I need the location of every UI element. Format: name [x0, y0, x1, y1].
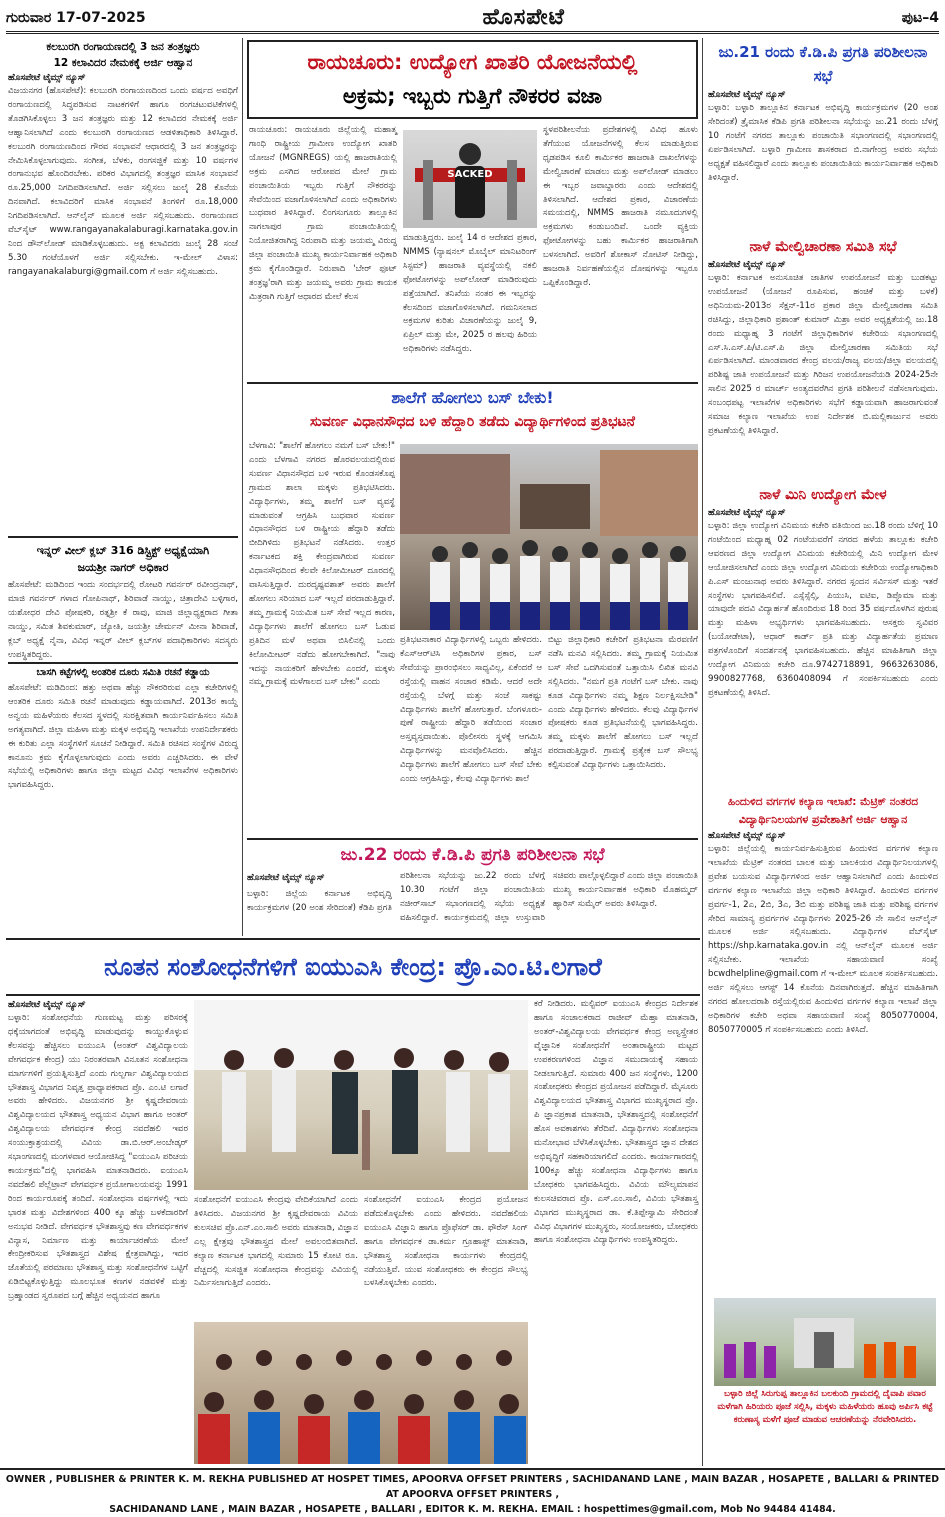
- article-headline: ಸುವರ್ಣ ವಿಧಾನಸೌಧದ ಬಳಿ ಹೆದ್ದಾರಿ ತಡೆದು ವಿದ್ಯಾರ್ಥಿಗಳಿಂದ ಪ್ರತಿಭಟನೆ: [310, 414, 635, 430]
- article-body: ಬಳ್ಳಾರಿ: ಜಿಲ್ಲೆಯಲ್ಲಿ ಕಾರ್ಯನಿರ್ವಹಿಸುತ್ತಿರುವ ಹಿಂದುಳಿದ ವರ್ಗಗಳ ಕಲ್ಯಾಣ ಇಲಾಖೆಯ ಮೆಟ್ರಿಕ್ ನಂತರದ ಬಾಲಕ ಮತ್ತು ಬಾಲಕಿಯರ ವಿದ್ಯಾರ್ಥಿನಿಲಯಗಳಲ್ಲಿ ಪ್ರವೇಶ ಬಯಸುವ ವಿದ್ಯಾರ್ಥಿಗಳಿಂದ ಅರ್ಜಿ ಆಹ್ವಾನಿಸಲಾಗಿದೆ ಎಂದು ಹಿಂದುಳಿದ ವರ್ಗಗಳ ಕಲ್ಯಾಣ ಇಲಾಖೆಯ ಜಿಲ್ಲಾ ಅಧಿಕಾರಿ ತಿಳಿಸಿದ್ದಾರೆ. ಹಿಂದುಳಿದ ವರ್ಗಗಳ ಪ್ರವರ್ಗ-1, 2ಎ, 2ಬಿ, 3ಎ, 3ಬಿ ಮತ್ತು ಪರಿಶಿಷ್ಟ ಜಾತಿ ಮತ್ತು ಪರಿಶಿಷ್ಟ ವರ್ಗಗಳ ಸೇರಿದ ಸಾಮಾನ್ಯ ಪ್ರವರ್ಗಗಳ ವಿದ್ಯಾರ್ಥಿಗಳು 2025-26 ನೇ ಸಾಲಿನ ಆನ್‌ಲೈನ್ ಮೂಲಕ ಅರ್ಜಿ ಸಲ್ಲಿಸಬಹುದು. ವಿದ್ಯಾರ್ಥಿಗಳ ವೆಬ್‌ಸೈಟ್ https://shp.karnataka.gov.in ನಲ್ಲಿ ಆನ್‌ಲೈನ್ ಮೂಲಕ ಅರ್ಜಿ ಸಲ್ಲಿಸಬೇಕು. ಇಲಾಖೆಯ ಸಹಾಯವಾಣಿ ಸಂಖ್ಯೆ bcwdhelpline@gmail.com ಗೆ ಇ-ಮೇಲ್ ಮೂಲಕ ಸಂಪರ್ಕಿಸಬಹುದು. ಅರ್ಜಿ ಸಲ್ಲಿಸಲು ಆಗಸ್ಟ್ 14 ಕೊನೆಯ ದಿನವಾಗಿರುತ್ತದೆ. ಹೆಚ್ಚಿನ ಮಾಹಿತಿಗಾಗಿ ನಗರದ ಹೋಲದರಾಶಿ ರಸ್ತೆಯಲ್ಲಿರುವ ಹಿಂದುಳಿದ ವರ್ಗಗಳ ಕಲ್ಯಾಣ ಇಲಾಖೆ ಜಿಲ್ಲಾ ಅಧಿಕಾರಿಗಳ ಕಚೇರಿ ಅಥವಾ ಸಹಾಯವಾಣಿ ಸಂಖ್ಯೆ 8050770004, 8050770005 ಗೆ ಸಂಪರ್ಕಿಸಬಹುದು ಎಂದು ತಿಳಿಸಿದೆ.: [708, 844, 938, 1035]
- imprint-line-2: SACHIDANAND LANE , MAIN BAZAR , HOSAPETE , BALLARI , EDITOR K. M. REKHA. EMAIL : hospettimes@gmail.com, Mob No 94484 41484.: [109, 1504, 836, 1515]
- sacked-label: SACKED: [447, 169, 493, 180]
- column-divider: [242, 38, 243, 936]
- article-complaint-committee: [8, 666, 238, 934]
- byline: ಹೊಸಪೇಟೆ ಟೈಮ್ಸ್ ನ್ಯೂಸ್: [708, 260, 786, 270]
- byline: ಹೊಸಪೇಟೆ ಟೈಮ್ಸ್ ನ್ಯೂಸ್: [247, 873, 325, 883]
- audience-photo: [194, 1322, 528, 1464]
- article-body: ಮಾಡುತ್ತಿದ್ದರು. ಜುಲೈ 14 ರ ಆದೇಶದ ಪ್ರಕಾರ, NMMS (ನ್ಯಾಷನಲ್ ಮೊಬೈಲ್ ಮಾನಿಟರಿಂಗ್ ಸಿಸ್ಟಮ್) ಹಾಜರಾತಿ ವ್ಯವಸ್ಥೆಯಲ್ಲಿ ನಕಲಿ ಫೋಟೋಗಳನ್ನು ಅಪ್‌ಲೋಡ್ ಮಾಡಿರುವುದು ಪತ್ತೆಯಾಗಿದೆ. ತನಿಖೆಯ ನಂತರ ಈ ಇಬ್ಬರನ್ನು ಕೆಲಸದಿಂದ ವಜಾಗೊಳಿಸಲಾಗಿದೆ. ಗಮನಿಸಲಾದ ಅಕ್ರಮಗಳ ಕುರಿತು ವಿಚಾರಣೆಯನ್ನು ಜುಲೈ 9, ಏಪ್ರಿಲ್ ಮತ್ತು ಮೇ, 2025 ರ ಹಲವು ಹಿರಿಯ ಅಧಿಕಾರಿಗಳು ನಡೆಸಿದ್ದರು.: [403, 233, 537, 355]
- lamp-lighting-photo: [194, 1000, 528, 1190]
- article-body: ಬಳ್ಳಾರಿ: ಜಿಲ್ಲಾ ಉದ್ಯೋಗ ವಿನಿಮಯ ಕಚೇರಿ ವತಿಯಿಂದ ಜು.18 ರಂದು ಬೆಳಿಗ್ಗೆ 10 ಗಂಟೆಯಿಂದ ಮಧ್ಯಾಹ್ನ 02 ಗಂಟೆಯವರೆಗೆ ನಗರದ ಹಳೆಯ ತಾಲ್ಲೂಕು ಕಚೇರಿ ಆವರಣದ ಜಿಲ್ಲಾ ಉದ್ಯೋಗ ವಿನಿಮಯ ಕಚೇರಿಯಲ್ಲಿ ಮಿನಿ ಉದ್ಯೋಗ ಮೇಳ ಆಯೋಜಿಸಲಾಗಿದೆ ಎಂದು ಜಿಲ್ಲಾ ಉದ್ಯೋಗ ವಿನಿಮಯ ಕಚೇರಿಯ ಉದ್ಯೋಗಾಧಿಕಾರಿ ಪಿ.ಎಸ್ ಮಂಜುನಾಥ ಅವರು ತಿಳಿಸಿದ್ದಾರೆ. ನಗರದ ಸ್ಪಂದನ ಸರ್ವಿಸಸ್ ಮತ್ತು ಇತರೆ ಸಂಸ್ಥೆಗಳು ಭಾಗವಹಿಸಲಿವೆ. ಎಸ್ಸೆಸ್ಸೆಲ್ಸಿ, ಪಿಯುಸಿ, ಐಟಿಐ, ಡಿಪ್ಲೊಮಾ ಮತ್ತು ಯಾವುದೇ ಪದವಿ ವಿದ್ಯಾರ್ಹತೆ ಹೊಂದಿರುವ 18 ರಿಂದ 35 ವರ್ಷದೊಳಗಿನ ಪುರುಷ ಮತ್ತು ಮಹಿಳಾ ಅಭ್ಯರ್ಥಿಗಳು ಭಾಗವಹಿಸಬಹುದು. ಆಸಕ್ತರು ಸ್ವವಿವರ (ಬಯೋಡೇಟಾ), ಆಧಾರ್ ಕಾರ್ಡ್ ಪ್ರತಿ ಮತ್ತು ವಿದ್ಯಾರ್ಹತೆಯ ಪ್ರಮಾಣ ಪತ್ರಗಳೊಂದಿಗೆ ಸಂದರ್ಶನಕ್ಕೆ ಭಾಗವಹಿಸಬಹುದು. ಹೆಚ್ಚಿನ ಮಾಹಿತಿಗಾಗಿ ಜಿಲ್ಲಾ ಉದ್ಯೋಗ ವಿನಿಮಯ ಕಚೇರಿ ದೂ.9742718891, 9663263086, 9900827768, 6360408094 ಗೆ ಸಂಪರ್ಕಿಸಬಹುದು ಎಂದು ಪ್ರಕಟಣೆಯಲ್ಲಿ ತಿಳಿಸಿದೆ.: [708, 521, 938, 698]
- article-kicker: ಶಾಲೆಗೆ ಹೋಗಲು ಬಸ್ ಬೇಕು!: [391, 388, 554, 407]
- article-body: ಪ್ರತಿಭಟನಾಕಾರ ವಿದ್ಯಾರ್ಥಿಗಳಲ್ಲಿ ಒಬ್ಬರು ಹೇಳಿದರು. ಕೆಎಸ್‌ಆರ್‌ಟಿಸಿ ಅಧಿಕಾರಿಗಳ ಪ್ರಕಾರ, ಬಸ್ ಸೇವೆಯನ್ನು ಪ್ರಾರಂಭಿಸಲು ಸಾಧ್ಯವಿಲ್ಲ, ಏಕೆಂದರೆ ಆ ರಸ್ತೆಯಲ್ಲಿ ವಾಹನ ಸಂಚಾರ ಕಡಿಮೆ. ಆದರೆ ಅದೇ ರಸ್ತೆಯಲ್ಲಿ ಬೆಳಗ್ಗೆ ಮತ್ತು ಸಂಜೆ ಸಾಕಷ್ಟು ವಿದ್ಯಾರ್ಥಿಗಳು ಶಾಲೆಗೆ ಹೋಗುತ್ತಾರೆ. ಬೆಂಗಳೂರು-ಪುಣೆ ರಾಷ್ಟ್ರೀಯ ಹೆದ್ದಾರಿ ತಡೆಯಿಂದ ಸಂಚಾರ ಅಸ್ತವ್ಯಸ್ತವಾಯಿತು. ಪೊಲೀಸರು ಸ್ಥಳಕ್ಕೆ ಆಗಮಿಸಿ ವಿದ್ಯಾರ್ಥಿಗಳನ್ನು ಮನವೊಲಿಸಿದರು. ಹೆಚ್ಚಿನ ವಿದ್ಯಾರ್ಥಿಗಳು ಶಾಲೆಗೆ ಹೋಗಲು ಬಸ್ ಸೇವೆ ಬೇಕು ಎಂದು ಆಗ್ರಹಿಸಿದ್ದು, ಕೆಲವು ವಿದ್ಯಾರ್ಥಿಗಳು ಶಾಲೆ: [400, 635, 542, 785]
- section-divider: [247, 838, 698, 840]
- article-headline: ರಾಯಚೂರು: ಉದ್ಯೋಗ ಖಾತರಿ ಯೋಜನೆಯಲ್ಲಿ: [307, 50, 638, 74]
- article-body: ಬಿಟ್ಟು ಜಿಲ್ಲಾಧಿಕಾರಿ ಕಚೇರಿಗೆ ಪ್ರತಿಭಟನಾ ಮೆರವಣಿಗೆ ನಡೆಸಿ ಮನವಿ ಸಲ್ಲಿಸಿದರು. ತಮ್ಮ ಗ್ರಾಮಕ್ಕೆ ನಿಯಮಿತ ಬಸ್ ಸೇವೆ ಒದಗಿಸುವಂತೆ ಒತ್ತಾಯಿಸಿ ಲಿಖಿತ ಮನವಿ ಸಲ್ಲಿಸಿದರು. "ನಮಗೆ ಪ್ರತಿ ಗಂಟೆಗೆ ಬಸ್ ಬೇಕು. ನಾವು ಕೂಡ ವಿದ್ಯಾರ್ಥಿಗಳು ನಮ್ಮ ಶಿಕ್ಷಣ ನಿರ್ಲಕ್ಷಿಸಬೇಡಿ" ಎಂದು ವಿದ್ಯಾರ್ಥಿಗಳು ಹೇಳಿದರು. ಕೆಲವು ವಿದ್ಯಾರ್ಥಿಗಳ ಪೋಷಕರು ಕೂಡ ಪ್ರತಿಭಟನೆಯಲ್ಲಿ ಭಾಗವಹಿಸಿದ್ದರು. ತಮ್ಮ ಮಕ್ಕಳು ಶಾಲೆಗೆ ಹೋಗಲು ಬಸ್ ಇಲ್ಲದೆ ಪರದಾಡುತ್ತಿದ್ದಾರೆ. ಗ್ರಾಮಕ್ಕೆ ಪ್ರತ್ಯೇಕ ಬಸ್ ಸೌಲಭ್ಯ ಕಲ್ಪಿಸುವಂತೆ ವಿದ್ಯಾರ್ಥಿಗಳು ಒತ್ತಾಯಿಸಿದರು.: [548, 635, 698, 771]
- article-body: ಕರೆ ನೀಡಿದರು. ಮಲ್ಟಿವರ್ ಐಯುಎಸಿ ಕೇಂದ್ರದ ನಿರ್ದೇಶಕ ಹಾಗೂ ಸಂಚಾಲಕರಾದ ರಾಜೀವ್ ಮೆಹ್ತಾ ಮಾತನಾಡಿ, ಅಂತರ್-ವಿಶ್ವವಿದ್ಯಾಲಯ ವೇಗವರ್ಧಕ ಕೇಂದ್ರ ಅಣ್ವಸ್ತ್ರೇತರ ವೈಜ್ಞಾನಿಕ ಸಂಶೋಧನೆಗೆ ಅಂತಾರಾಷ್ಟ್ರೀಯ ಮಟ್ಟದ ಉಪಕರಣಗಳಿಂದ ವಿಜ್ಞಾನ ಸಮುದಾಯಕ್ಕೆ ಸಹಾಯ ನೀಡಲಾಗುತ್ತಿದೆ. ಸುಮಾರು 400 ಜನ ಸಂಸ್ಥೆಗಳು, 1200 ಸಂಶೋಧಕರು ಕೇಂದ್ರದ ಪ್ರಯೋಜನ ಪಡೆದಿದ್ದಾರೆ. ಮೈಸೂರು ವಿಶ್ವವಿದ್ಯಾಲಯದ ಭೌತಶಾಸ್ತ್ರ ವಿಭಾಗದ ಮುಖ್ಯಸ್ಥರಾದ ಪ್ರೊ. ಪಿ ಜ್ಞಾನಪ್ರಕಾಶ ಮಾತನಾಡಿ, ಭೌತಶಾಸ್ತ್ರದಲ್ಲಿ ಸಂಶೋಧನೆಗೆ ಹೊಸ ಅವಕಾಶಗಳು ತೆರೆದಿವೆ. ವಿದ್ಯಾರ್ಥಿಗಳು ಸಂಶೋಧನಾ ಮನೋಭಾವ ಬೆಳೆಸಿಕೊಳ್ಳಬೇಕು. ಭೌತಶಾಸ್ತ್ರದ ಜ್ಞಾನ ದೇಶದ ಅಭಿವೃದ್ಧಿಗೆ ಸಹಕಾರಿಯಾಗಲಿದೆ ಎಂದರು. ಕಾರ್ಯಾಗಾರದಲ್ಲಿ 100ಕ್ಕೂ ಹೆಚ್ಚು ಸಂಶೋಧನಾ ವಿದ್ಯಾರ್ಥಿಗಳು ಹಾಗೂ ಬೋಧಕರು ಭಾಗವಹಿಸಿದ್ದರು. ವಿವಿಯ ಮೌಲ್ಯಮಾಪನ ಕುಲಸಚಿವರಾದ ಪ್ರೊ. ಎಸ್.ಎಂ.ಸಾಲಿ, ವಿವಿಯ ಭೌತಶಾಸ್ತ್ರ ವಿಭಾಗದ ಮುಖ್ಯಸ್ಥರಾದ ಡಾ. ಕೆ.ತಿಪ್ಪೇಸ್ವಾಮಿ ಸೇರಿದಂತೆ ವಿವಿಧ ವಿಭಾಗಗಳ ಮುಖ್ಯಸ್ಥರು, ಸಂಯೋಜಕರು, ಬೋಧಕರು ಹಾಗೂ ಸಂಶೋಧನಾ ವಿದ್ಯಾರ್ಥಿಗಳು ಉಪಸ್ಥಿತರಿದ್ದರು.: [534, 999, 698, 1246]
- ritual-illustration: [714, 1298, 936, 1386]
- article-headline: ಕಲಬುರಗಿ ರಂಗಾಯಣದಲ್ಲಿ 3 ಜನ ತಂತ್ರಜ್ಞರು: [46, 41, 200, 53]
- imprint-footer: [0, 1468, 945, 1515]
- article-monitoring-committee: [708, 236, 938, 480]
- bus-headline-block: [247, 386, 698, 438]
- article-bus-col1: [249, 440, 395, 836]
- imprint-line-1: OWNER , PUBLISHER & PRINTER K. M. REKHA PUBLISHED AT HOSPET TIMES, APOORVA OFFSET PRINTERS , SACHIDANAND LANE , MAIN BAZAR , HOSAPETE , BALLARI & PRINTED AT APOORVA OFFSET PRINTERS ,: [5, 1474, 940, 1500]
- article-headline: ಜು.21 ರಂದು ಕೆ.ಡಿ.ಪಿ ಪ್ರಗತಿ ಪರಿಶೀಲನಾ ಸಭೆ: [718, 43, 928, 85]
- article-subheadline: 12 ಕಲಾವಿದರ ನೇಮಕಕ್ಕೆ ಅರ್ಜಿ ಆಹ್ವಾನ: [53, 57, 193, 69]
- article-iuac-col1: [8, 998, 188, 1464]
- byline: ಹೊಸಪೇಟೆ ಟೈಮ್ಸ್ ನ್ಯೂಸ್: [8, 73, 86, 83]
- article-job-fair: [708, 484, 938, 792]
- article-bus-col3: [548, 634, 698, 836]
- article-kdp-july21: [708, 40, 938, 236]
- section-divider: [6, 938, 700, 940]
- article-subheadline: ಅಕ್ರಮ; ಇಬ್ಬರು ಗುತ್ತಿಗೆ ನೌಕರರ ವಜಾ: [342, 84, 603, 108]
- article-iuac-col4: [534, 998, 698, 1464]
- article-headline: ಇನ್ನರ್ ವೀಲ್ ಕ್ಲಬ್ 316 ಡಿಸ್ಟ್ರಿಕ್ಟ್ ಅಧ್ಯಕ್ಷೆಯಾಗಿ: [36, 544, 210, 557]
- byline: ಹೊಸಪೇಟೆ ಟೈಮ್ಸ್ ನ್ಯೂಸ್: [708, 831, 786, 841]
- article-subheadline: ಜಯಶ್ರೀ ನಾಗರ್ ಅಧಿಕಾರ: [77, 561, 169, 574]
- photo-caption: ಬಳ್ಳಾರಿ ಜಿಲ್ಲೆ ಸಿರುಗುಪ್ಪ ತಾಲ್ಲೂಕಿನ ಬಲಕುಂದಿ ಗ್ರಾಮದಲ್ಲಿ ದೈವಾಪಿ ಪವಾರ ಮಳೆಗಾಗಿ ಹಿರಿಯರು ಪೂಜೆ ಸಲ್ಲಿಸಿ, ಮಕ್ಕಳು ಮಹಿಳೆಯರು ಹೂವು ಅರ್ಪಿಸಿ ಕಟ್ಟೆ ಕರುಣಾಸ್ಯ ಮಳೆಗೆ ಪೂಜೆ ಮಾಡುವ ಆಚರಣೆಯನ್ನು ನೆರವೇರಿಸಿದರು.: [717, 1389, 933, 1425]
- article-body: ಸ್ಥಳಪರಿಶೀಲನೆಯ ಪ್ರದೇಶಗಳಲ್ಲಿ ವಿವಿಧ ಹೂಳು ತೆಗೆಯುವ ಯೋಜನೆಗಳಲ್ಲಿ ಕೆಲಸ ಮಾಡುತ್ತಿರುವ ಧೃಡಪಡಿಸ ಕೂಲಿ ಕಾರ್ಮಿಕರ ಹಾಜರಾತಿ ದಾಖಲೆಗಳನ್ನು ಮೇಲ್ವಿಚಾರಣೆ ಮಾಡಲು ಮತ್ತು ಅಪ್‌ಲೋಡ್ ಮಾಡಲು ಈ ಇಬ್ಬರ ಜವಾಬ್ದಾರರು ಎಂದು ಆದೇಶದಲ್ಲಿ ತಿಳಿಸಲಾಗಿದೆ. ಆದೇಶದ ಪ್ರಕಾರ, ವಿಚಾರಣೆಯ ಸಮಯದಲ್ಲಿ, NMMS ಹಾಜರಾತಿ ನಮೂದುಗಳಲ್ಲಿ ಅಕ್ರಮಗಳು ಕಂಡುಬಂದಿವೆ. ಒಂದೇ ವ್ಯಕ್ತಿಯ ಫೋಟೋಗಳನ್ನು ಬಹು ಕಾರ್ಮಿಕರ ಹಾಜರಾತಿಗಾಗಿ ಬಳಸಲಾಗಿದೆ. ಅವರಿಗೆ ಶೋಕಾಸ್ ನೋಟಿಸ್ ನೀಡಿದ್ದು, ಹಾಜರಾತಿ ನಿರ್ವಹಣೆಯಲ್ಲಿನ ದೋಷಗಳನ್ನು ಇಬ್ಬರೂ ಒಪ್ಪಿಕೊಂಡಿದ್ದಾರೆ.: [543, 125, 698, 288]
- article-subheadline: ವಿದ್ಯಾರ್ಥಿನಿಲಯಗಳ ಪ್ರವೇಶಾತಿಗೆ ಅರ್ಜಿ ಆಹ್ವಾನ: [738, 813, 908, 826]
- article-iuac-col2: [194, 1194, 358, 1318]
- byline: ಹೊಸಪೇಟೆ ಟೈಮ್ಸ್ ನ್ಯೂಸ್: [708, 90, 786, 100]
- iuac-headline-block: [6, 944, 700, 994]
- article-headline: ನಾಳೆ ಮಿನಿ ಉದ್ಯೋಗ ಮೇಳ: [759, 487, 887, 503]
- article-body: ಬಳ್ಳಾರಿ: ಕರ್ನಾಟಕ ಅನುಸೂಚಿತ ಜಾತಿಗಳ ಉಪಯೋಜನೆ ಮತ್ತು ಬುಡಕಟ್ಟು ಉಪಯೋಜನೆ (ಯೋಜನೆ ರೂಪಿಸುವ, ಹಂಚಿಕೆ ಮತ್ತು ಬಳಕೆ) ಅಧಿನಿಯಮ-2013ರ ಸೆಕ್ಷನ್-11ರ ಪ್ರಕಾರ ಜಿಲ್ಲಾ ಮೇಲ್ವಿಚಾರಣಾ ಸಮಿತಿ ರಚಿಸಿದ್ದು, ಜಿಲ್ಲಾಧಿಕಾರಿ ಪ್ರಶಾಂತ್ ಕುಮಾರ್ ಮಿಶ್ರಾ ಅವರ ಅಧ್ಯಕ್ಷತೆಯಲ್ಲಿ ಜು.18 ರಂದು ಮಧ್ಯಾಹ್ನ 3 ಗಂಟೆಗೆ ಜಿಲ್ಲಾಧಿಕಾರಿಗಳ ಕಚೇರಿಯ ಸಭಾಂಗಣದಲ್ಲಿ ಎಸ್.ಸಿ.ಎಸ್.ಪಿ/ಟಿ.ಎಸ್.ಪಿ ಜಿಲ್ಲಾ ಮೇಲ್ವಿಚಾರಣಾ ಸಮಿತಿಯ ಸಭೆ ಏರ್ಪಡಿಸಲಾಗಿದೆ. ಮಾಂಡವಾರದ ಕೇಂದ್ರ ವಲಯ/ರಾಜ್ಯ ವಲಯ/ಜಿಲ್ಲಾ ವಲಯದಲ್ಲಿ ಪರಿಶಿಷ್ಟ ಜಾತಿ ಉಪಯೋಜನೆ ಮತ್ತು ಗಿರಿಜನ ಉಪಯೋಜನೆಯಡಿ 2024-25ನೇ ಸಾಲಿನ 2025 ರ ಮಾರ್ಚ್ ಅಂತ್ಯದವರೆಗಿನ ಪ್ರಗತಿ ಪರಿಶೀಲನೆ ನಡೆಸಲಾಗುವುದು. ಸಂಬಂಧಪಟ್ಟ ಇಲಾಖೆಗಳ ಅಧಿಕಾರಿಗಳು ಸಭೆಗೆ ಕಡ್ಡಾಯವಾಗಿ ಹಾಜರಾಗುವಂತೆ ಸಮಾಜ ಕಲ್ಯಾಣ ಇಲಾಖೆಯ ಉಪ ನಿರ್ದೇಶಕ ಬಿ.ಮಲ್ಲಿಕಾರ್ಜುನ ಅವರು ಪ್ರಕಟಣೆಯಲ್ಲಿ ತಿಳಿಸಿದ್ದಾರೆ.: [708, 273, 938, 436]
- article-body: ವಿಜಯನಗರ (ಹೊಸಪೇಟೆ): ಕಲಬುರಗಿ ರಂಗಾಯಣದಿಂದ ಒಂದು ವರ್ಷದ ಅವಧಿಗೆ ರಂಗಾಯಣದಲ್ಲಿ ಸಿದ್ಧಪಡಿಸುವ ನಾಟಕಗಳಿಗೆ ಹಾಗೂ ರಂಗಚಟುವಟಿಕೆಗಳಲ್ಲಿ ತೊಡಗಿಸಿಕೊಳ್ಳಲು 3 ಜನ ತಂತ್ರಜ್ಞರು ಮತ್ತು 12 ಕಲಾವಿದರ ನೇಮಕಕ್ಕೆ ಅರ್ಜಿ ಆಹ್ವಾನಿಸಲಾಗಿದೆ ಎಂದು ಕಲಬುರಗಿ ರಂಗಾಯಣದ ಆಡಳಿತಾಧಿಕಾರಿ ತಿಳಿಸಿದ್ದಾರೆ. ಕಲಬುರಗಿ ರಂಗಾಯಣದಿಂದ ಗೌರವ ಸಂಭಾವನೆ ಆಧಾರದಲ್ಲಿ 3 ಜನ ತಂತ್ರಜ್ಞರನ್ನು ನೇಮಿಸಿಕೊಳ್ಳಲಾಗುವುದು. ಸಂಗೀತ, ಬೆಳಕು, ರಂಗಸಜ್ಜಿಕೆ ಮತ್ತು 10 ವರ್ಷಗಳ ರಂಗಾನುಭವ ಹೊಂದಿರಬೇಕು. ಪರಿಕರ ವಿಭಾಗದಲ್ಲಿ ತಂತ್ರಜ್ಞರ ಮಾಸಿಕ ಸಂಭಾವನೆ ರೂ.25,000 ನಿಗದಿಪಡಿಸಲಾಗಿದೆ. ಅರ್ಜಿ ಸಲ್ಲಿಸಲು ಜುಲೈ 28 ಕೊನೆಯ ದಿನವಾಗಿದೆ. ಕಲಾವಿದರಿಗೆ ಮಾಸಿಕ ಸಂಭಾವನೆ ತಿಂಗಳಿಗೆ ರೂ.18,000 ನಿಗದಿಪಡಿಸಲಾಗಿದೆ. ಆನ್‌ಲೈನ್ ಮೂಲಕ ಅರ್ಜಿ ಸಲ್ಲಿಸಬಹುದು. ರಂಗಾಯಣದ ವೆಬ್‌ಸೈಟ್ www.rangayanakalaburagi.karnataka.gov.in ನಿಂದ ಡೌನ್‌ಲೋಡ್ ಮಾಡಿಕೊಳ್ಳಬಹುದು. ಅಕ್ಟ ಕಲಾವಿದರು ಜುಲೈ 28 ಸಂಜೆ 5.30 ಗಂಟೆಯೊಳಗೆ ಅರ್ಜಿ ಸಲ್ಲಿಸಬೇಕು. ಇ-ಮೇಲ್ ವಿಳಾಸ: rangayanakalaburgi@gmail.com ಗೆ ಅರ್ಜಿ ಸಲ್ಲಿಸಬಹುದು.: [8, 86, 238, 277]
- article-bus-col2: [400, 634, 542, 836]
- article-headline: ಜು.22 ರಂದು ಕೆ.ಡಿ.ಪಿ ಪ್ರಗತಿ ಪರಿಶೀಲನಾ ಸಭೆ: [340, 845, 605, 865]
- article-headline: ನಾಳೆ ಮೇಲ್ವಿಚಾರಣಾ ಸಮಿತಿ ಸಭೆ: [749, 239, 897, 255]
- article-text: ಬಳ್ಳಾರಿ: ಜಿಲ್ಲೆಯ ಕರ್ನಾಟಕ ಅಭಿವೃದ್ಧಿ ಕಾರ್ಯಕ್ರಮಗಳ (20 ಅಂಶ ಸೇರಿದಂತೆ) ಕೆಡಿಪಿ ಪ್ರಗತಿ ಪರಿಶೀಲನಾ ಸಭೆಯನ್ನು ಜು.22 ರಂದು ಬೆಳಗ್ಗೆ 10.30 ಗಂಟೆಗೆ ಜಿಲ್ಲಾ ಪಂಚಾಯಿತಿಯ ನಜೀರ್‌ಸಾಬ್ ಸಭಾಂಗಣದಲ್ಲಿ ಸಭೆಯ ಅಧ್ಯಕ್ಷತೆ ವಹಿಸಲಿದ್ದಾರೆ. ಕಾರ್ಯಕ್ರಮದಲ್ಲಿ ಜಿಲ್ಲಾ ಉಸ್ತುವಾರಿ ಸಚಿವರು ಪಾಲ್ಗೊಳ್ಳಲಿದ್ದಾರೆ ಎಂದು ಜಿಲ್ಲಾ ಪಂಚಾಯಿತಿ ಮುಖ್ಯ ಕಾರ್ಯನಿರ್ವಾಹಕ ಅಧಿಕಾರಿ ಮೊಹಮ್ಮದ್ ಹ್ಯಾರಿಸ್ ಸುಮೈರ್ ಅವರು ತಿಳಿಸಿದ್ದಾರೆ.: [247, 871, 698, 923]
- article-body: ಹೊಸಪೇಟೆ: ಮಡಿದಿಂದ ಇಂದು ಸಂದರ್ಭದಲ್ಲಿ ರೋಟರಿ ಗವರ್ನರ್ ರವೀಂದ್ರನಾಥ್, ಮಾಜಿ ಗವರ್ನರ್ ಗಳಾದ ಗೋಪಿನಾಥ್, ಶಿರಿವಾಡೆ ನಾಯ್ಡು, ಚಿತ್ರಾದೇವಿ ಬಳ್ಳಿಗಾರ, ಯಶೋಧರ ದೇವಿ ಪೋಷಕರಿ, ರತ್ನಶ್ರೀ ಕೆ ರಾವು, ಮಾಜಿ ಜಿಲ್ಲಾಧ್ಯಕ್ಷರಾದ ಗೀತಾ ನಾಯ್ಡು, ಸಮಿತ ಶಿವಕುಮಾರ್, ಜ್ಯೋತಿ, ಜಯಶ್ರೀ ಚೇರ್ಮನ್ ಮೀನಾ ಶಿರಿವಾಡೆ, ಕ್ಲಬ್ ಅಧ್ಯಕ್ಷೆ ನೈನಾ, ವಿವಿಧ ಇನ್ನರ್ ವೀಲ್ ಕ್ಲಬ್‌ಗಳ ಪದಾಧಿಕಾರಿಗಳು ಸದಸ್ಯರು ಉಪಸ್ಥಿತರಿದ್ದರು.: [8, 580, 238, 660]
- student-protest-photo: [400, 444, 698, 630]
- article-innerwheel: [8, 542, 238, 662]
- headline-box: [247, 40, 698, 119]
- audience-illustration: [194, 1322, 528, 1464]
- article-body: ರಾಯಚೂರು: ರಾಯಚೂರು ಜಿಲ್ಲೆಯಲ್ಲಿ ಮಹಾತ್ಮ ಗಾಂಧಿ ರಾಷ್ಟ್ರೀಯ ಗ್ರಾಮೀಣ ಉದ್ಯೋಗ ಖಾತರಿ ಯೋಜನೆ (MGNREGS) ಯಲ್ಲಿ ಹಾಜರಾತಿಯಲ್ಲಿ ಅಕ್ರಮ ಎಸಗಿದ ಆರೋಪದ ಮೇಲೆ ಗ್ರಾಮ ಪಂಚಾಯಿತಿಯ ಇಬ್ಬರು ಗುತ್ತಿಗೆ ನೌಕರರನ್ನು ಸೇವೆಯಿಂದ ವಜಾಗೊಳಿಸಲಾಗಿದೆ ಎಂದು ಅಧಿಕಾರಿಗಳು ಬುಧವಾರ ತಿಳಿಸಿದ್ದಾರೆ. ಲಿಂಗಸುಗೂರು ತಾಲ್ಲೂಕಿನ ನಾಗಲಾಪುರ ಗ್ರಾಮ ಪಂಚಾಯಿತಿಯಲ್ಲಿ ನಿಯೋಜಿತರಾಗಿದ್ದ ನಿರುಪಾದಿ ಮತ್ತು ಜಯಮ್ಮ ವಿರುದ್ಧ ಜಿಲ್ಲಾ ಪಂಚಾಯಿತಿ ಮುಖ್ಯ ಕಾರ್ಯನಿರ್ವಾಹಕ ಅಧಿಕಾರಿ ಕ್ರಮ ಕೈಗೊಂಡಿದ್ದಾರೆ. ನಿರುಪಾದಿ 'ಬೇರ್ ಫೂಟ್ ತಂತ್ರಜ್ಞ'ರಾಗಿ ಮತ್ತು ಜಯಮ್ಮ ಅವರು ಗ್ರಾಮ ಕಾಯಕ ಮಿತ್ರರಾಗಿ ಗುತ್ತಿಗೆ ಆಧಾರದ ಮೇಲೆ ಕೆಲಸ: [249, 125, 397, 302]
- article-body: ಹೊಸಪೇಟೆ: ಮಡಿದಿಂದ: ಹತ್ತು ಅಥವಾ ಹೆಚ್ಚು ನೌಕರರಿರುವ ಎಲ್ಲಾ ಕಚೇರಿಗಳಲ್ಲಿ ಆಂತರಿಕ ದೂರು ಸಮಿತಿ ರಚನೆ ಮಾಡುವುದು ಕಡ್ಡಾಯವಾಗಿದೆ. 2013ರ ಕಾಯ್ದೆ ಅನ್ವಯ ಮಹಿಳೆಯರು ಕೆಲಸದ ಸ್ಥಳದಲ್ಲಿ ಸುರಕ್ಷಿತವಾಗಿ ಕಾರ್ಯನಿರ್ವಹಿಸಲು ಸಮಿತಿ ಅಗತ್ಯವಾಗಿದೆ. ಜಿಲ್ಲಾ ಮಹಿಳಾ ಮತ್ತು ಮಕ್ಕಳ ಅಭಿವೃದ್ಧಿ ಇಲಾಖೆಯ ಉಪನಿರ್ದೇಶಕರು ಈ ಕುರಿತು ಎಲ್ಲಾ ಸಂಸ್ಥೆಗಳಿಗೆ ಸೂಚನೆ ನೀಡಿದ್ದಾರೆ. ಸಮಿತಿ ರಚಿಸದ ಸಂಸ್ಥೆಗಳ ವಿರುದ್ಧ ಕಾನೂನು ಕ್ರಮ ಕೈಗೊಳ್ಳಲಾಗುವುದು ಎಂದು ಅವರು ಎಚ್ಚರಿಸಿದರು. ಈ ವೇಳೆ ಸಭೆಯಲ್ಲಿ ಅಧಿಕಾರಿಗಳು ಹಾಗೂ ಜಿಲ್ಲಾ ಮಟ್ಟದ ವಿವಿಧ ಇಲಾಖೆಗಳ ಅಧಿಕಾರಿಗಳು ಭಾಗವಹಿಸಿದ್ದರು.: [8, 683, 238, 791]
- village-ritual-photo: [714, 1298, 936, 1386]
- article-kdp-july22: [247, 842, 698, 934]
- column-divider: [702, 38, 703, 1466]
- masthead-title: ಹೊಸಪೇಟೆ: [482, 5, 565, 30]
- section-divider: [6, 994, 700, 996]
- section-divider: [8, 662, 238, 664]
- article-headline: ಬಾಸಗಿ ಕಟ್ಟೆಗಳಲ್ಲಿ ಅಂತರಿಕ ದೂರು ಸಮಿತಿ ರಚನೆ ಕಡ್ಡಾಯ: [36, 667, 210, 678]
- article-body: ಬಳ್ಳಾರಿ: ಬಳ್ಳಾರಿ ತಾಲ್ಲೂಕಿನ ಕರ್ನಾಟಕ ಅಭಿವೃದ್ಧಿ ಕಾರ್ಯಕ್ರಮಗಳ (20 ಅಂಶ ಸೇರಿದಂತೆ) ತ್ರೈಮಾಸಿಕ ಕೆಡಿಪಿ ಪ್ರಗತಿ ಪರಿಶೀಲನಾ ಸಭೆಯನ್ನು ಜು.21 ರಂದು ಬೆಳಗ್ಗೆ 10 ಗಂಟೆಗೆ ನಗರದ ತಾಲ್ಲೂಕು ಪಂಚಾಯಿತಿ ಸಭಾಂಗಣದಲ್ಲಿ ಸಭಾಂಗಣದಲ್ಲಿ ಏರ್ಪಡಿಸಲಾಗಿದೆ. ಬಳ್ಳಾರಿ ಗ್ರಾಮೀಣ ಶಾಸಕರಾದ ಬಿ.ನಾಗೇಂದ್ರ ಅವರು ಸಭೆಯ ಅಧ್ಯಕ್ಷತೆ ವಹಿಸಲಿದ್ದಾರೆ ಎಂದು ತಾಲ್ಲೂಕು ಪಂಚಾಯಿತಿಯ ಕಾರ್ಯನಿರ್ವಾಹಕ ಅಧಿಕಾರಿ ತಿಳಿಸಿದ್ದಾರೆ.: [708, 103, 938, 183]
- article-hostel-admission: [708, 794, 938, 1294]
- lamp-lighting-illustration: [194, 1000, 528, 1190]
- article-headline: ಹಿಂದುಳಿದ ವರ್ಗಗಳ ಕಲ್ಯಾಣ ಇಲಾಖೆ: ಮೆಟ್ರಿಕ್ ನಂತರದ: [728, 796, 918, 808]
- sacked-photo: [403, 130, 537, 228]
- article-rayachur-col3: [543, 124, 698, 380]
- article-iuac-col3: [364, 1194, 528, 1318]
- article-rangayana: [8, 40, 238, 338]
- section-divider: [247, 382, 698, 384]
- section-divider: [8, 536, 238, 538]
- article-rayachur-col2: [403, 232, 537, 380]
- article-body: ಬೆಳಗಾವಿ: "ಶಾಲೆಗೆ ಹೋಗಲು ನಮಗೆ ಬಸ್ ಬೇಕು!" ಎಂದು ಬೆಳಗಾವಿ ನಗರದ ಹೊರವಲಯದಲ್ಲಿರುವ ಸುವರ್ಣ ವಿಧಾನಸೌಧದ ಬಳಿ ಇರುವ ಕೊಂಡಸಕೊಪ್ಪ ಗ್ರಾಮದ ಶಾಲಾ ಮಕ್ಕಳು ಪ್ರತಿಭಟಿಸಿದರು. ವಿದ್ಯಾರ್ಥಿಗಳು, ತಮ್ಮ ಶಾಲೆಗೆ ಬಸ್ ವ್ಯವಸ್ಥೆ ಮಾಡುವಂತೆ ಆಗ್ರಹಿಸಿ ಬುಧವಾರ ಸುವರ್ಣ ವಿಧಾನಸೌಧದ ಬಳಿ ರಾಷ್ಟ್ರೀಯ ಹೆದ್ದಾರಿ ತಡೆದು ಬೀದಿಗಿಳಿದು ಪ್ರತಿಭಟನೆ ನಡೆಸಿದರು. ಉತ್ತರ ಕರ್ನಾಟಕದ ಶಕ್ತಿ ಕೇಂದ್ರವಾಗಿರುವ ಸುವರ್ಣ ವಿಧಾನಸೌಧದಿಂದ ಕೆಲವೇ ಕಿಲೋಮೀಟರ್ ದೂರದಲ್ಲಿ ವಾಸಿಸುತ್ತಿದ್ದಾರೆ. ದುರದೃಷ್ಟವಶಾತ್ ಅವರು ಶಾಲೆಗೆ ಹೋಗಲು ಸರಿಯಾದ ಬಸ್ ಇಲ್ಲದೆ ಪರದಾಡುತ್ತಿದ್ದಾರೆ. ತಮ್ಮ ಗ್ರಾಮಕ್ಕೆ ನಿಯಮಿತ ಬಸ್ ಸೇವೆ ಇಲ್ಲದ ಕಾರಣ, ವಿದ್ಯಾರ್ಥಿಗಳು ಶಾಲೆಗೆ ಹೋಗಲು ಬಸ್ ಓಡುವ ಪ್ರತಿದಿನ ಮಳೆ ಅಥವಾ ಬಿಸಿಲಿನಲ್ಲಿ ಒಂದು ಕಿಲೋಮೀಟರ್ ನಡೆದು ಹೋಗಬೇಕಾಗಿದೆ. "ನಾವು ಇದನ್ನು ನಾಯಕರಿಗೆ ಹೇಳಬೇಕು ಎಂದರೆ, ಮಕ್ಕಳು ನಮ್ಮ ಗ್ರಾಮಕ್ಕೆ ಮಳೆಗಾಲದ ಬಸ್ ಬೇಕು" ಎಂದು: [249, 441, 395, 688]
- article-body: ಸಂಶೋಧನೆಗೆ ಐಯುಎಸಿ ಕೇಂದ್ರವು ವೇದಿಕೆಯಾಗಿದೆ ಎಂದು ತಿಳಿಸಿದರು. ವಿಜಯನಗರ ಶ್ರೀ ಕೃಷ್ಣದೇವರಾಯ ವಿವಿಯ ಕುಲಸಚಿವ ಪ್ರೊ.ಎನ್.ಎಂ.ಸಾಲಿ ಅವರು ಮಾತನಾಡಿ, ವಿಜ್ಞಾನ ಎಲ್ಲ ಕ್ಷೇತ್ರವು ಭೌತಶಾಸ್ತ್ರದ ಮೇಲೆ ಅವಲಂಬಿತವಾಗಿದೆ. ಕಲ್ಯಾಣ ಕರ್ನಾಟಕ ಭಾಗದಲ್ಲಿ ಸುಮಾರು 15 ಕೋಟಿ ರೂ. ವೆಚ್ಚದಲ್ಲಿ ಸುಸಜ್ಜಿತ ಸಂಶೋಧನಾ ಕೇಂದ್ರವನ್ನು ವಿವಿಯಲ್ಲಿ ನಿರ್ಮಿಸಲಾಗುತ್ತಿದೆ ಎಂದರು.: [194, 1195, 358, 1289]
- byline: ಹೊಸಪೇಟೆ ಟೈಮ್ಸ್ ನ್ಯೂಸ್: [708, 508, 786, 518]
- article-body: ಸಂಶೋಧನೆಗೆ ಐಯುಎಸಿ ಕೇಂದ್ರದ ಪ್ರಯೋಜನ ಪಡೆದುಕೊಳ್ಳಬೇಕು ಎಂದು ಹೇಳಿದರು. ನವದೆಹಲಿಯ ಐಯುಎಸಿ ವಿಜ್ಞಾನಿ ಹಾಗೂ ಪ್ರೊಫೆಸರ್ ಡಾ. ಫೌರೆಸ್ ಸಿಂಗ್ ಹಾಗೂ ವೇಗವರ್ಧಕ ಡಾ.ಕರ್ಮ ಗ್ರೂಹಾಸ್ಟ್ ಮಾತನಾಡಿ, ಭೌತಶಾಸ್ತ್ರ ಸಂಶೋಧನಾ ಕಾರ್ಯಗಳು ಕೇಂದ್ರದಲ್ಲಿ ನಡೆಯುತ್ತಿವೆ. ಯುವ ಸಂಶೋಧಕರು ಈ ಕೇಂದ್ರದ ಸೌಲಭ್ಯ ಬಳಸಿಕೊಳ್ಳಬೇಕು ಎಂದರು.: [364, 1195, 528, 1289]
- article-headline: ನೂತನ ಸಂಶೋಧನೆಗಳಿಗೆ ಐಯುಎಸಿ ಕೇಂದ್ರ: ಪ್ರೊ.ಎಂ.ಟಿ.ಲಗಾರೆ: [104, 953, 602, 981]
- page-number: ಪುಟ–4: [901, 9, 939, 26]
- issue-date: ಗುರುವಾರ 17-07-2025: [6, 9, 146, 26]
- article-rayachur-col1: [249, 124, 397, 380]
- byline: ಹೊಸಪೇಟೆ ಟೈಮ್ಸ್ ನ್ಯೂಸ್: [8, 1000, 86, 1010]
- page-header: [6, 4, 939, 34]
- article-body: [247, 870, 698, 926]
- article-body: ಬಳ್ಳಾರಿ: ಸಂಶೋಧನೆಯ ಗುಣಮಟ್ಟ ಮತ್ತು ಪರಿಸರಕ್ಕೆ ಧಕ್ಕೆಯಾಗದಂತೆ ಅಭಿವೃದ್ಧಿ ಮಾಡುವುದನ್ನು ಕಾಯ್ದುಕೊಳ್ಳುವ ಕೆಲಸವನ್ನು ಹೆಚ್ಚಿಸಲು ಐಯುಎಸಿ (ಅಂತರ್ ವಿಶ್ವವಿದ್ಯಾಲಯ ವೇಗವರ್ಧಕ ಕೇಂದ್ರ) ಯು ನಿರಂತರವಾಗಿ ವಿನೂತನ ಸಂಶೋಧನಾ ಮಾರ್ಗಗಳಿಗೆ ಪ್ರಯತ್ನಿಸುತ್ತಿದೆ ಎಂದು ಗುಲ್ಬರ್ಗಾ ವಿಶ್ವವಿದ್ಯಾಲಯದ ಭೌತಶಾಸ್ತ್ರ ವಿಭಾಗದ ನಿವೃತ್ತ ಪ್ರಾಧ್ಯಾಪಕರಾದ ಪ್ರೊ. ಎಂ.ಟಿ ಲಗಾರೆ ಅವರು ಹೇಳಿದರು. ವಿಜಯನಗರ ಶ್ರೀ ಕೃಷ್ಣದೇವರಾಯ ವಿಶ್ವವಿದ್ಯಾಲಯದ ಭೌತಶಾಸ್ತ್ರ ಅಧ್ಯಯನ ವಿಭಾಗ ಹಾಗೂ ಅಂತರ್ ವಿಶ್ವವಿದ್ಯಾಲಯ ವೇಗವರ್ಧಕ ಕೇಂದ್ರ ನವದೆಹಲಿ ಇವರ ಸಂಯುಕ್ತಾಶ್ರಯದಲ್ಲಿ ವಿವಿಯ ಡಾ.ಬಿ.ಆರ್.ಅಂಬೇಡ್ಕರ್ ಸಭಾಂಗಣದಲ್ಲಿ ಮಂಗಳವಾರ ಆಯೋಜಿಸಿದ್ದ "ಐಯುಎಸಿ ಪರಿಚಯ ಕಾರ್ಯಕ್ರಮ"ದಲ್ಲಿ ಭಾಗವಹಿಸಿ ಮಾತನಾಡಿದರು. ಐಯುಎಸಿ ನವದೆಹಲಿ ಪೆಲ್ಲೆಟ್ರಾನ್ ವೇಗವರ್ಧಕ ಪ್ರಯೋಗಾಲಯವನ್ನು 1991 ರಿಂದ ಕಾರ್ಯರೂಪಕ್ಕೆ ತಂದಿದೆ. ಸಂಶೋಧನಾ ವರ್ಷಗಳಲ್ಲಿ ಇದು ಭಾರತ ಮತ್ತು ವಿದೇಶಗಳಿಂದ 400 ಕ್ಕೂ ಹೆಚ್ಚು ಬಳಕೆದಾರರಿಗೆ ಅನುಭವ ನೀಡಿದೆ. ವೇಗವರ್ಧಕ ಭೌತಶಾಸ್ತ್ರವು ಕಣ ವೇಗವರ್ಧಕಗಳ ವಿನ್ಯಾಸ, ನಿರ್ಮಾಣ ಮತ್ತು ಕಾರ್ಯಾಚರಣೆಯ ಮೇಲೆ ಕೇಂದ್ರೀಕರಿಸುವ ಭೌತಶಾಸ್ತ್ರದ ವಿಶೇಷ ಕ್ಷೇತ್ರವಾಗಿದ್ದು, ಇದರ ಜೊತೆಯಲ್ಲಿ ಪರಮಾಣು ಭೌತಶಾಸ್ತ್ರ ಮತ್ತು ಸಂಶೋಧನೆಗಳ ಒಟ್ಟಿಗೆ ಏಡಿಬಿಟ್ಟಕೊಳ್ಳುತ್ತಿದ್ದು ಮೂಲಭೂತ ಕಣಗಳ ನಡವಳಿಕೆ ಮತ್ತು ಬ್ರಹ್ಮಾಂಡದ ಸ್ವರೂಪದ ಬಗ್ಗೆ ಹೆಚ್ಚಿನ ಅಧ್ಯಯನದ ಹಾಗೂ: [8, 1013, 188, 1302]
- protest-illustration: [400, 444, 698, 630]
